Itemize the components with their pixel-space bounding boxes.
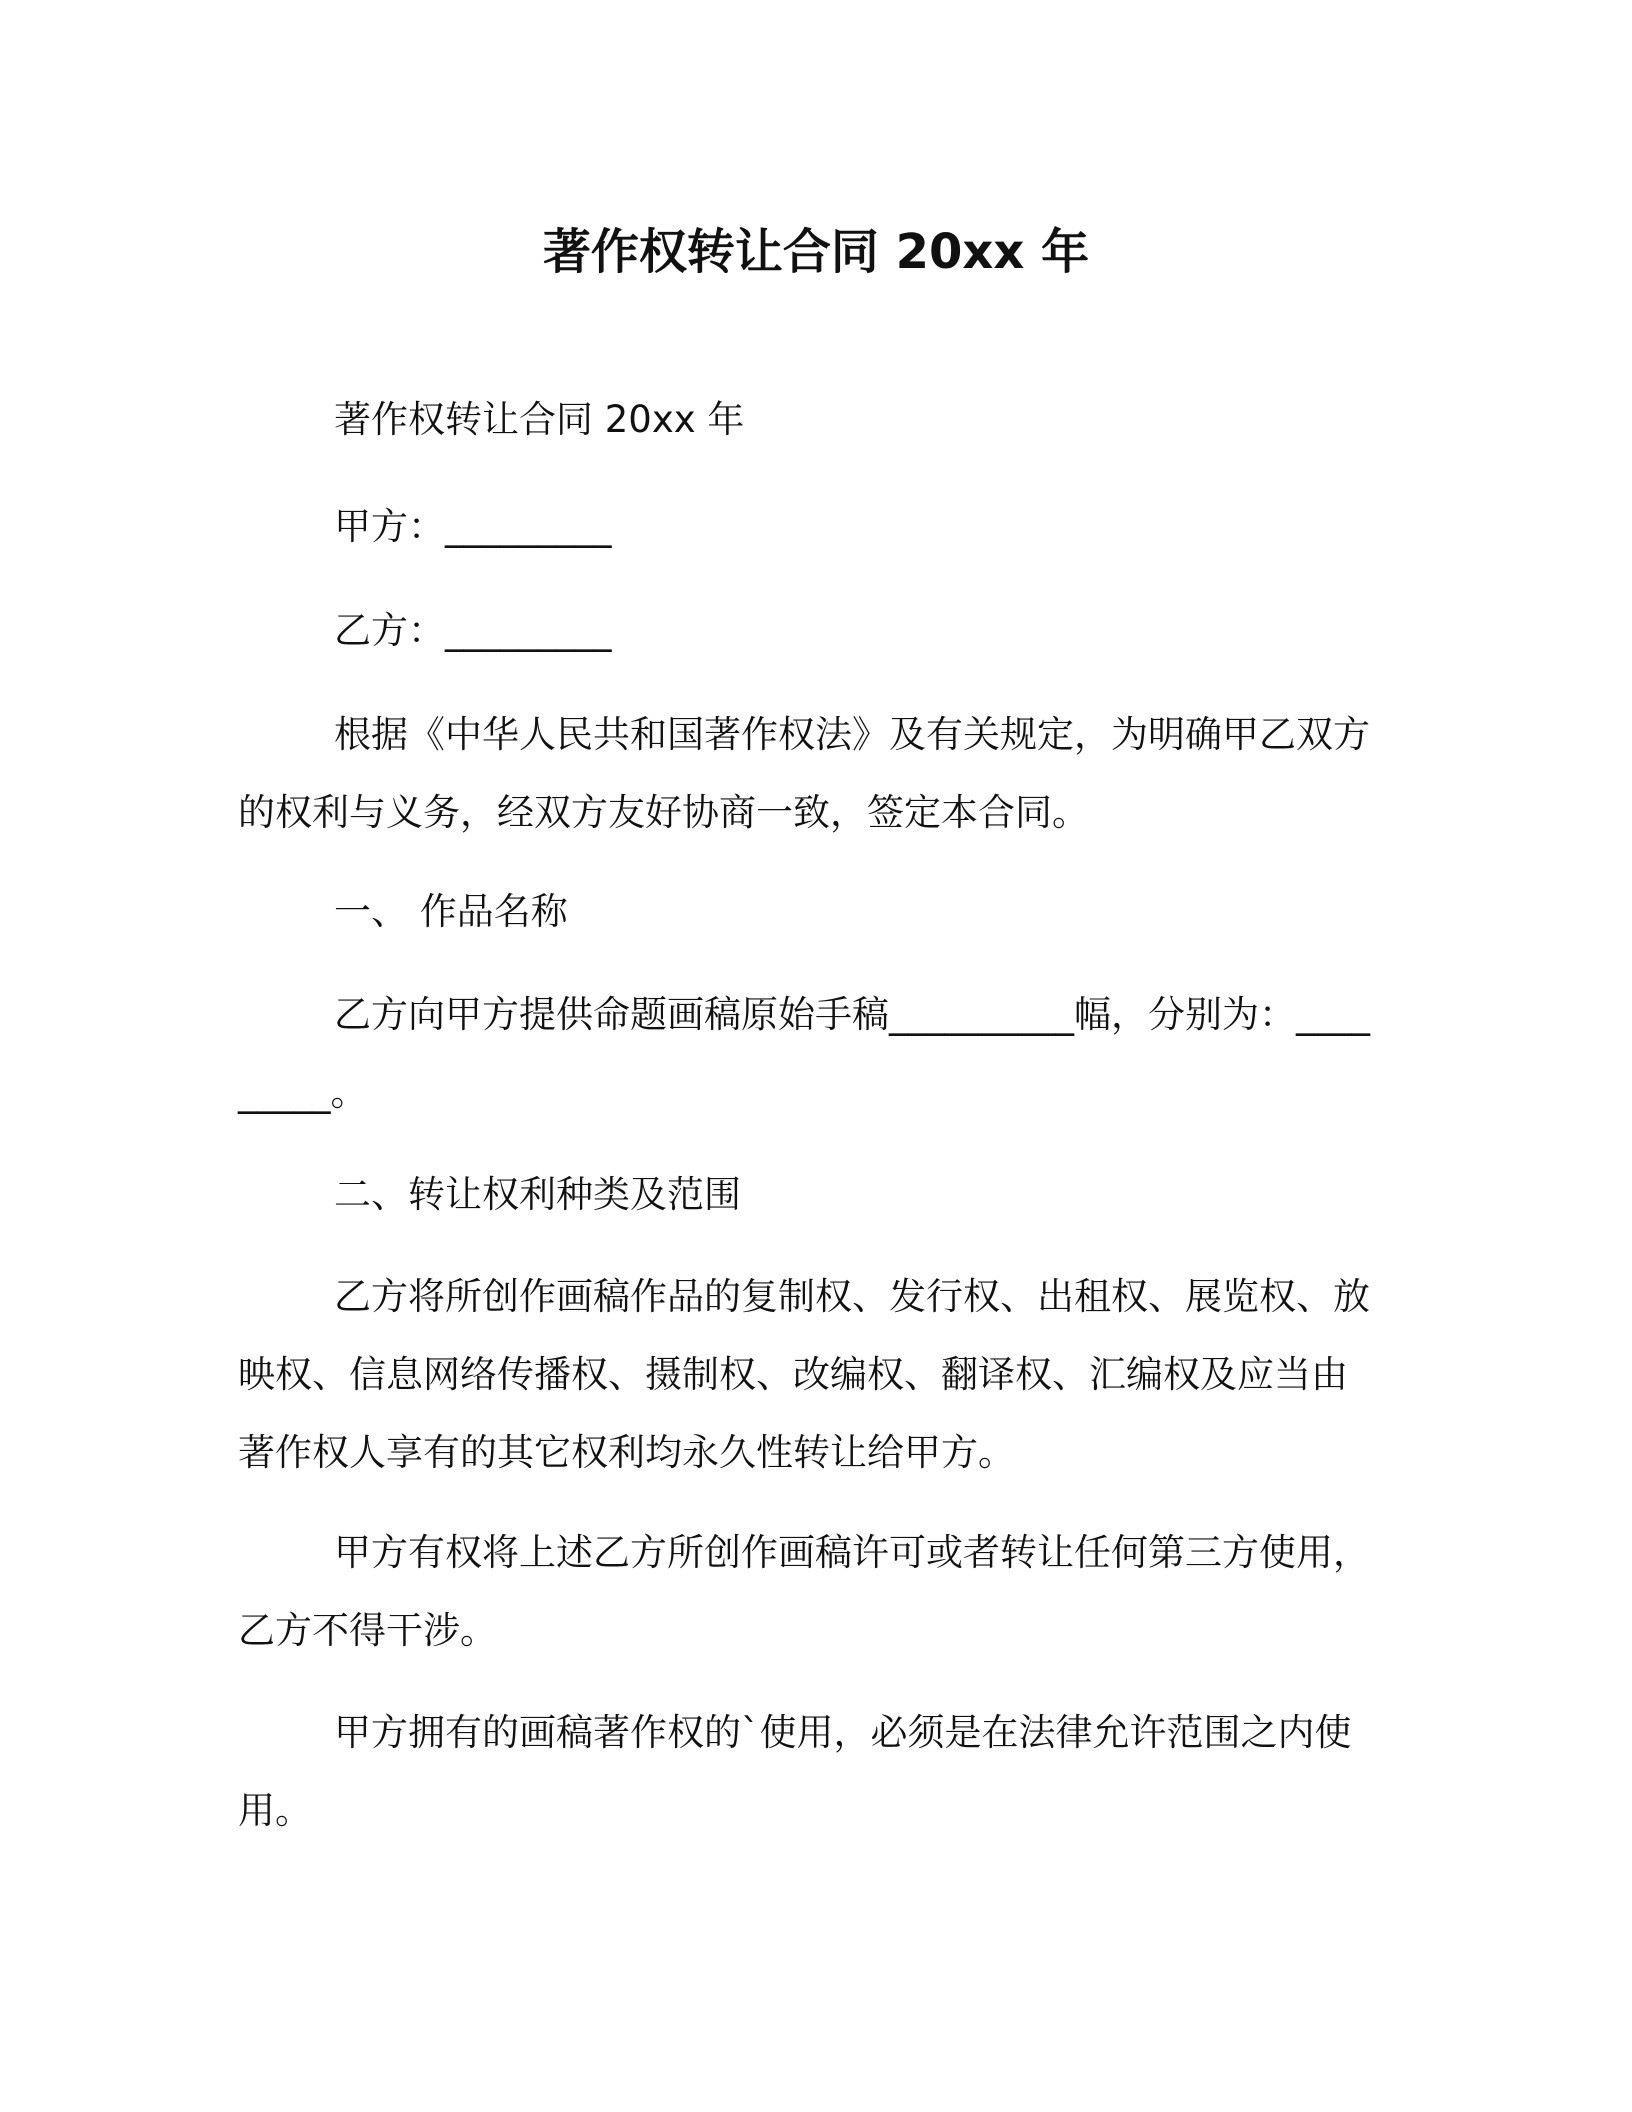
document-subtitle: 著作权转让合同 20xx 年 — [334, 398, 745, 441]
section2-paragraph-3: 甲方拥有的画稿著作权的`使用，必须是在法律允许范围之内使用。 — [238, 1711, 1352, 1832]
document-title: 著作权转让合同 20xx 年 — [542, 224, 1090, 280]
party-b-line: 乙方：_________ — [334, 609, 612, 652]
section1-paragraph: 乙方向甲方提供命题画稿原始手稿__________幅，分别为：_________。 — [238, 993, 1370, 1114]
section2-paragraph-2: 甲方有权将上述乙方所创作画稿许可或者转让任何第三方使用，乙方不得干涉。 — [238, 1531, 1370, 1652]
section2-paragraph-1: 乙方将所创作画稿作品的复制权、发行权、出租权、展览权、放映权、信息网络传播权、摄制权、改编权、翻译权、汇编权及应当由著作权人享有的其它权利均永久性转让给甲方。 — [238, 1275, 1370, 1474]
intro-paragraph: 根据《中华人民共和国著作权法》及有关规定，为明确甲乙双方的权利与义务，经双方友好协商一致，签定本合同。 — [238, 713, 1370, 834]
section1-heading: 一、 作品名称 — [334, 890, 568, 933]
section2-heading: 二、转让权利种类及范围 — [334, 1173, 741, 1216]
party-a-line: 甲方：_________ — [334, 505, 612, 548]
